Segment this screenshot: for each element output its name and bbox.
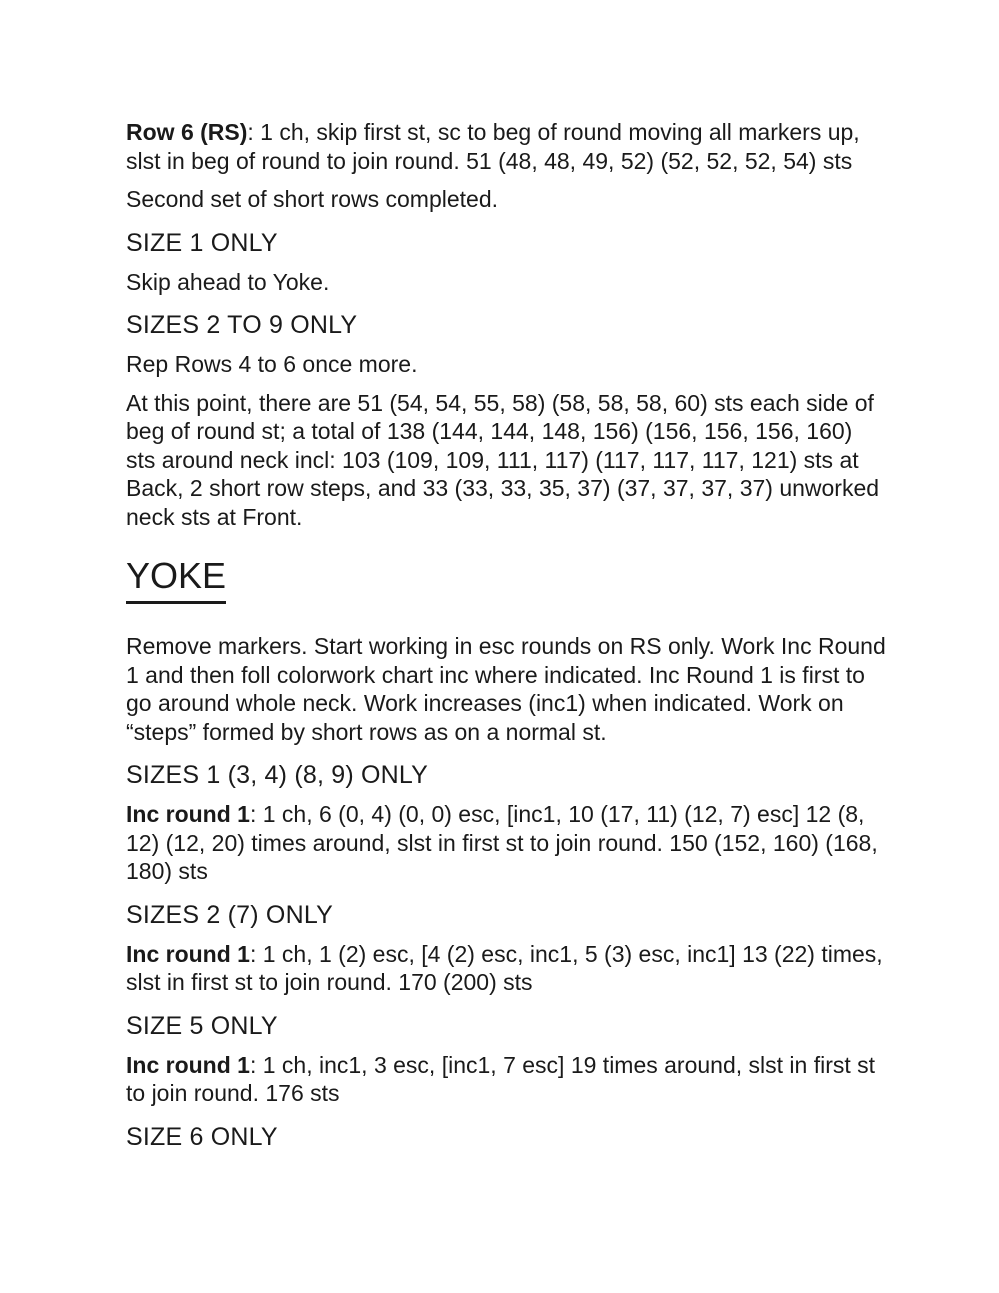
yoke-heading-wrap [126, 545, 886, 618]
sizes2to9-point-text: At this point, there are 51 (54, 54, 55, 58) (58, 58, 58, 60) sts each side of beg of round st; a total of 138 (144, 144, 148, 156) (156, 156, 156, 160) sts around neck incl: 103 (109, 109, 111, 117) (117, 117, 117, 121) sts at Back, 2 short row steps, and 33 (33, 33, 35, 37) (37, 37, 37, 37) unworked neck sts at Front. [126, 389, 880, 530]
inc-round-text: : 1 ch, 6 (0, 4) (0, 0) esc, [inc1, 10 (17, 11) (12, 7) esc] 12 (8, 12) (12, 20) times around, slst in first st to join round. 150 (152, 160) (168, 180) sts [126, 801, 878, 884]
row6-text: : 1 ch, skip first st, sc to beg of round moving all markers up, slst in beg of round to join round. 51 (48, 48, 49, 52) (52, 52, 52, 54) sts [126, 119, 860, 174]
sizes-1-3-4-8-9-heading: SIZES 1 (3, 4) (8, 9) ONLY [126, 761, 429, 789]
sizes-2-7-heading: SIZES 2 (7) ONLY [126, 900, 333, 929]
size6-heading: SIZE 6 ONLY [126, 1122, 278, 1151]
inc-round-label: Inc round 1 [126, 1051, 250, 1078]
yoke-intro: Remove markers. Start working in esc rounds on RS only. Work Inc Round 1 and then foll colorwork chart inc where indicated. Inc Round 1 is first to go around whole neck. Work increases (inc1) when indicated. Work on “steps” formed by short rows as on a normal st. [126, 633, 886, 745]
size5-paragraph [126, 1051, 886, 1108]
document-page [126, 118, 886, 1162]
size1-heading: SIZE 1 ONLY [126, 228, 278, 257]
row6-label: Row 6 (RS) [126, 119, 248, 145]
sizes2to9-rep-text: Rep Rows 4 to 6 once more. [126, 351, 418, 377]
sizes-1-3-4-8-9-paragraph [126, 800, 886, 886]
inc-round-label: Inc round 1 [126, 801, 250, 827]
sizes-2-7-paragraph [126, 940, 886, 997]
inc-round-text: : 1 ch, inc1, 3 esc, [inc1, 7 esc] 19 times around, slst in first st to join round. 176 sts [126, 1051, 876, 1106]
sizes2to9-heading: SIZES 2 TO 9 ONLY [126, 311, 358, 339]
row6-paragraph [126, 118, 886, 175]
inc-round-text: : 1 ch, 1 (2) esc, [4 (2) esc, inc1, 5 (3) esc, inc1] 13 (22) times, slst in first st to join round. 170 (200) sts [126, 940, 883, 995]
size5-heading: SIZE 5 ONLY [126, 1011, 278, 1040]
inc-round-label: Inc round 1 [126, 940, 250, 967]
second-set-note: Second set of short rows completed. [126, 186, 499, 212]
yoke-heading: YOKE [126, 555, 226, 604]
size1-text: Skip ahead to Yoke. [126, 268, 330, 295]
